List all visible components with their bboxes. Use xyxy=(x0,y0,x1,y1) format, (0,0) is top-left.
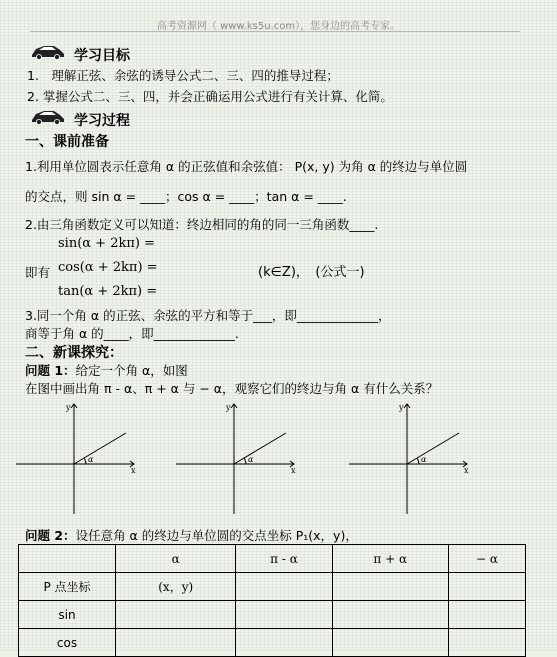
q3-line-b: 商等于角 α 的____，即_____________. xyxy=(25,326,239,341)
formula-tan: tan(α + 2kπ) = xyxy=(58,284,158,299)
row-label: P 点坐标 xyxy=(19,573,116,601)
table-cell[interactable] xyxy=(448,601,525,629)
problem-1-label: 问题 1： xyxy=(25,363,76,378)
q3-line-a: 3.同一个角 α 的正弦、余弦的平方和等于___，即_____________， xyxy=(25,308,391,323)
problem-1-text: 给定一个角 α，如图 xyxy=(75,363,188,378)
table-cell[interactable] xyxy=(448,629,525,657)
table-header-cell: α xyxy=(116,545,236,573)
axes-diagram-3 xyxy=(347,398,473,516)
axes-diagram-1 xyxy=(14,398,140,516)
angle-label: α xyxy=(421,455,427,464)
car-icon xyxy=(30,107,66,125)
row-label: cos xyxy=(19,629,116,657)
table-header-cell: π + α xyxy=(332,545,448,573)
table-row xyxy=(19,629,526,657)
row-label: sin xyxy=(19,601,116,629)
problem-1-desc: 在图中画出角 π - α、π + α 与 − α，观察它们的终边与角 α 有什么关系？ xyxy=(25,381,439,396)
formula-sin: sin(α + 2kπ) = xyxy=(58,236,155,251)
table-header-cell xyxy=(19,545,116,573)
table-header-row xyxy=(19,545,526,573)
page-header: 高考资源网（ www.ks5u.com），您身边的高考专家。 xyxy=(156,21,401,32)
goal-1: 1. 理解正弦、余弦的诱导公式二、三、四的推导过程； xyxy=(27,68,339,83)
car-icon xyxy=(30,42,66,60)
part2-title: 二、新课探究： xyxy=(25,345,123,361)
problem-2-text: 设任意角 α 的终边与单位圆的交点坐标 P₁(x，y)， xyxy=(75,528,358,543)
table-cell[interactable] xyxy=(448,573,525,601)
x-axis-label: x xyxy=(131,466,136,475)
axes-diagram-2 xyxy=(174,398,300,516)
y-axis-label: y xyxy=(66,403,71,412)
x-axis-label: x xyxy=(291,466,296,475)
part1-title: 一、课前准备 xyxy=(25,134,109,150)
table-cell[interactable] xyxy=(116,601,236,629)
table-cell[interactable] xyxy=(332,629,448,657)
y-axis-label: y xyxy=(226,403,231,412)
q1-line-a: 1.利用单位圆表示任意角 α 的正弦值和余弦值： P(x, y) 为角 α 的终边与单位圆 xyxy=(25,159,468,174)
table-row xyxy=(19,601,526,629)
angle-label: α xyxy=(248,455,254,464)
table-row xyxy=(19,573,526,601)
angle-label: α xyxy=(88,455,94,464)
q1-line-b: 的交点，则 sin α = ____；cos α = ____；tan α = ____. xyxy=(25,189,347,204)
table-cell: (x，y) xyxy=(116,573,236,601)
table-cell[interactable] xyxy=(332,601,448,629)
formula-cos: cos(α + 2kπ) = xyxy=(58,260,158,275)
problem-2 xyxy=(25,526,358,544)
formula-prefix: 即有 xyxy=(25,265,51,280)
header-rule xyxy=(30,31,520,32)
coordinate-table xyxy=(18,544,526,657)
q2-line: 2.由三角函数定义可以知道：终边相同的角的同一三角函数____. xyxy=(25,217,379,232)
table-header-cell: − α xyxy=(448,545,525,573)
table-header-cell: π - α xyxy=(236,545,332,573)
goal-2: 2. 掌握公式二、三、四，并会正确运用公式进行有关计算、化简。 xyxy=(27,89,393,104)
process-title: 学习过程 xyxy=(74,113,130,129)
table-cell[interactable] xyxy=(332,573,448,601)
goals-title: 学习目标 xyxy=(74,48,130,64)
x-axis-label: x xyxy=(464,466,469,475)
problem-1 xyxy=(25,361,188,379)
table-cell[interactable] xyxy=(236,573,332,601)
problem-2-label: 问题 2： xyxy=(25,528,76,543)
formula-condition: (k∈Z)， (公式一) xyxy=(258,265,365,280)
table-cell[interactable] xyxy=(236,629,332,657)
table-cell[interactable] xyxy=(236,601,332,629)
y-axis-label: y xyxy=(399,403,404,412)
table-cell[interactable] xyxy=(116,629,236,657)
